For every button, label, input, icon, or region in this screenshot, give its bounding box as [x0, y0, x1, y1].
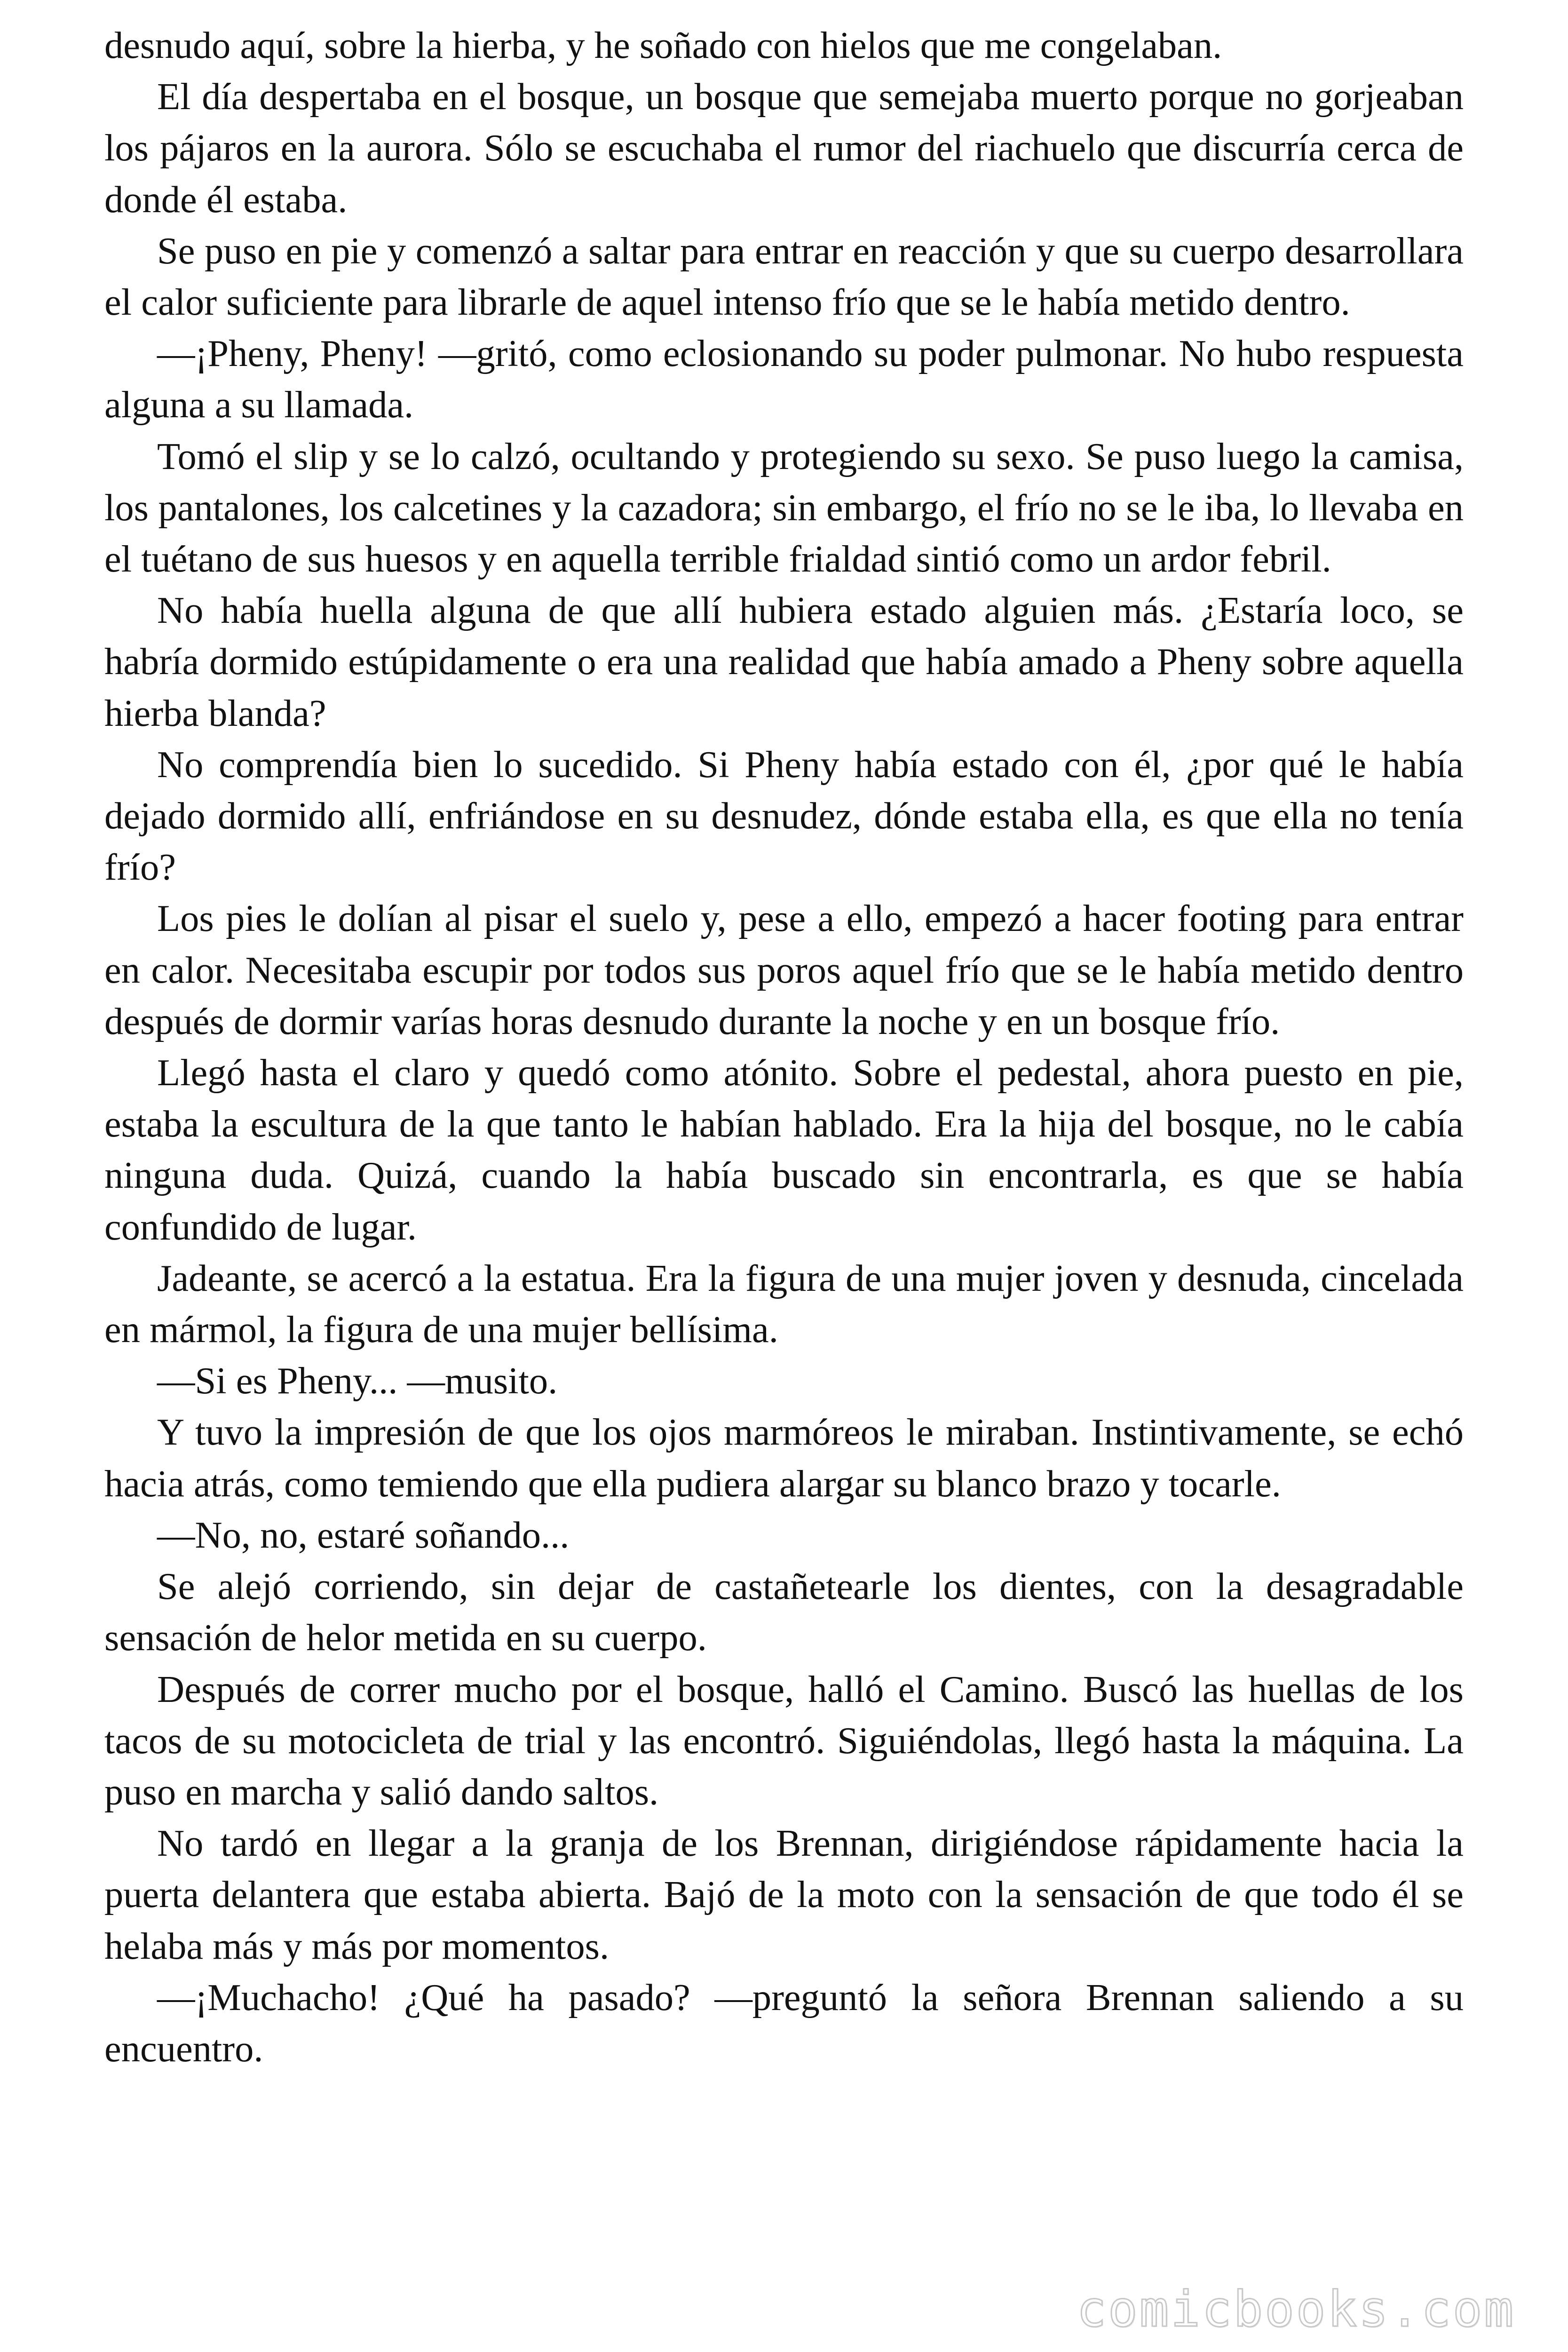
paragraph-3: Se puso en pie y comenzó a saltar para entrar en reacción y que su cuerpo desarrollara el calor suficiente para librarle de aquel intenso frío que se le había metido dentro. [104, 230, 1464, 324]
paragraph-16: No tardó en llegar a la granja de los Brennan, dirigiéndose rápidamente hacia la puerta delantera que estaba abierta. Bajó de la moto con la sensación de que todo él se helaba más y más por momentos. [104, 1822, 1464, 1967]
watermark: comicbooks.com [1077, 2280, 1515, 2338]
paragraph-4: —¡Pheny, Pheny! —gritó, como eclosionando su poder pulmonar. No hubo respuesta alguna a su llamada. [104, 333, 1464, 426]
paragraph-10: Jadeante, se acercó a la estatua. Era la figura de una mujer joven y desnuda, cincelada en mármol, la figura de una mujer bellísima. [104, 1257, 1464, 1351]
paragraph-15: Después de correr mucho por el bosque, halló el Camino. Buscó las huellas de los tacos de su motocicleta de trial y las encontró. Siguiéndolas, llegó hasta la máquina. La puso en marcha y salió dando saltos. [104, 1668, 1464, 1813]
paragraph-2: El día despertaba en el bosque, un bosque que semejaba muerto porque no gorjeaban los pájaros en la aurora. Sólo se escuchaba el rumor del riachuelo que discurría cerca de donde él estaba. [104, 76, 1464, 221]
paragraph-9: Llegó hasta el claro y quedó como atónito. Sobre el pedestal, ahora puesto en pie, estaba la escultura de la que tanto le habían hablado. Era la hija del bosque, no le cabía ninguna duda. Quizá, cuando la había buscado sin encontrarla, es que se había confundido de lugar. [104, 1052, 1464, 1248]
paragraph-11: —Si es Pheny... —musito. [157, 1360, 558, 1402]
paragraph-7: No comprendía bien lo sucedido. Si Pheny había estado con él, ¿por qué le había dejado dormido allí, enfriándose en su desnudez, dónde estaba ella, es que ella no tenía frío? [104, 743, 1464, 889]
paragraph-13: —No, no, estaré soñando... [157, 1514, 570, 1556]
book-page-text [104, 20, 1464, 2074]
paragraph-8: Los pies le dolían al pisar el suelo y, pese a ello, empezó a hacer footing para entrar en calor. Necesitaba escupir por todos sus poros aquel frío que se le había metido dentro después de dormir varías horas desnudo durante la noche y en un bosque frío. [104, 898, 1464, 1042]
paragraph-5: Tomó el slip y se lo calzó, ocultando y protegiendo su sexo. Se puso luego la camisa, los pantalones, los calcetines y la cazadora; sin embargo, el frío no se le iba, lo llevaba en el tuétano de sus huesos y en aquella terrible frialdad sintió como un ardor febril. [104, 435, 1464, 580]
paragraph-17: —¡Muchacho! ¿Qué ha pasado? —preguntó la señora Brennan saliendo a su encuentro. [104, 1976, 1464, 2070]
paragraph-14: Se alejó corriendo, sin dejar de castañetearle los dientes, con la desagradable sensación de helor metida en su cuerpo. [104, 1565, 1464, 1659]
paragraph-1: desnudo aquí, sobre la hierba, y he soñado con hielos que me congelaban. [104, 24, 1222, 66]
paragraph-12: Y tuvo la impresión de que los ojos marmóreos le miraban. Instintivamente, se echó hacia atrás, como temiendo que ella pudiera alargar su blanco brazo y tocarle. [104, 1411, 1464, 1505]
paragraph-6: No había huella alguna de que allí hubiera estado alguien más. ¿Estaría loco, se habría dormido estúpidamente o era una realidad que había amado a Pheny sobre aquella hierba blanda? [104, 589, 1464, 734]
